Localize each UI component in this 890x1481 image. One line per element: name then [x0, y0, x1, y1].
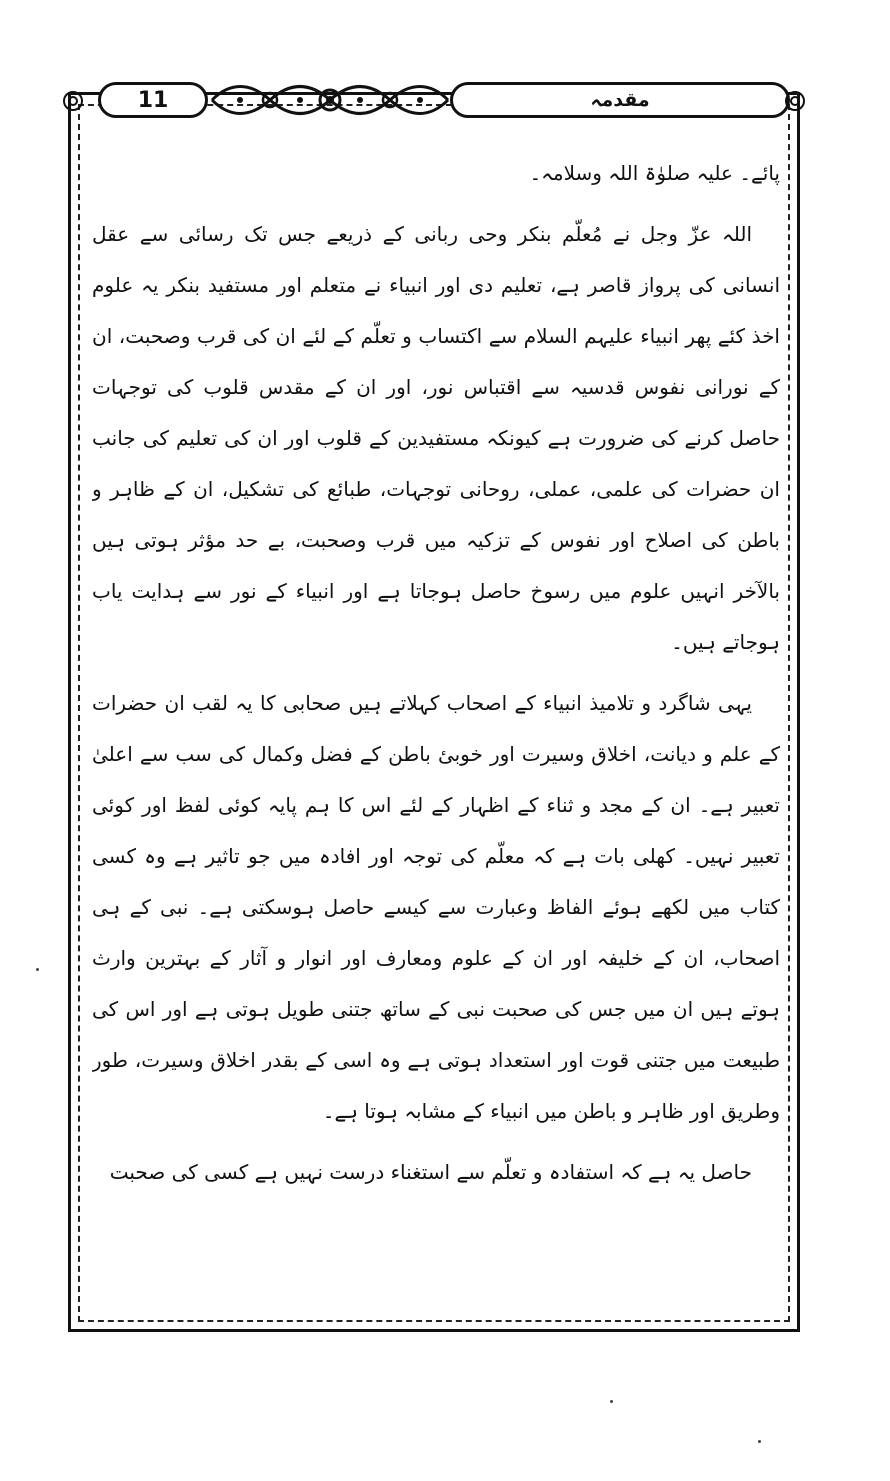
paragraph-1: اللہ عزّ وجل نے مُعلّم بنکر وحی ربانی کے ذریعے جس تک رسائی سے عقل انسانی کی پرواز قاصر ہے، تعلیم دی اور انبیاء نے متعلم اور مستفید بنکر یہ علوم اخذ کئے پھر انبیاء علیہم السلام سے اکتساب و تعلّم کے لئے ان کی قرب وصحبت، ان کے نورانی نفوس قدسیہ سے اقتباس نور، اور ان کے مقدس قلوب کی توجہات حاصل کرنے کی ضرورت ہے کیونکہ مستفیدین کے قلوب اور ان کی تعلیم کی جانب ان حضرات کی علمی، عملی، روحانی توجہات، طبائع کی تشکیل، ان کے ظاہر و باطن کی اصلاح اور نفوس کے تزکیہ میں قرب وصحبت، بے حد مؤثر ہوتی ہیں بالآخر انہیں علوم میں رسوخ حاصل ہوجاتا ہے اور انبیاء کے نور سے ہدایت یاب ہوجاتے ہیں۔ [92, 222, 780, 654]
corner-knot-icon [60, 88, 86, 114]
page-number: 11 [98, 82, 208, 118]
lead-line: پائے۔ علیہ صلوٰۃ اللہ وسلامہ۔ [529, 161, 780, 185]
corner-knot-icon [782, 88, 808, 114]
paragraph-3: حاصل یہ ہے کہ استفادہ و تعلّم سے استغناء درست نہیں ہے کسی کی صحبت [109, 1160, 752, 1184]
ornament-icon [210, 78, 450, 122]
page-body [92, 148, 780, 1308]
chapter-title: مقدمہ [450, 82, 790, 118]
page-header [60, 74, 808, 130]
scan-speck [758, 1440, 761, 1443]
scan-speck [610, 1400, 613, 1403]
scan-speck [36, 968, 39, 971]
paragraph-2: یہی شاگرد و تلامیذ انبیاء کے اصحاب کہلاتے ہیں صحابی کا یہ لقب ان حضرات کے علم و دیانت، اخلاق وسیرت اور خوبیٔ باطن کے فضل وکمال کی سب سے اعلیٰ تعبیر ہے۔ ان کے مجد و ثناء کے اظہار کے لئے اس کا ہم پایہ کوئی لفظ اور کوئی تعبیر نہیں۔ کھلی بات ہے کہ معلّم کی توجہ اور افادہ میں جو تاثیر ہے وہ کسی کتاب میں لکھے ہوئے الفاظ وعبارت سے کیسے حاصل ہوسکتی ہے۔ نبی کے ہی اصحاب، ان کے خلیفہ اور ان کے علوم ومعارف اور انوار و آثار کے بہترین وارث ہوتے ہیں ان میں جس کی صحبت نبی کے ساتھ جتنی طویل ہوتی ہے اور اس کی طبیعت میں جتنی قوت اور استعداد ہوتی ہے وہ اسی کے بقدر اخلاق وسیرت، طور وطریق اور ظاہر و باطن میں انبیاء کے مشابہ ہوتا ہے۔ [92, 691, 780, 1123]
